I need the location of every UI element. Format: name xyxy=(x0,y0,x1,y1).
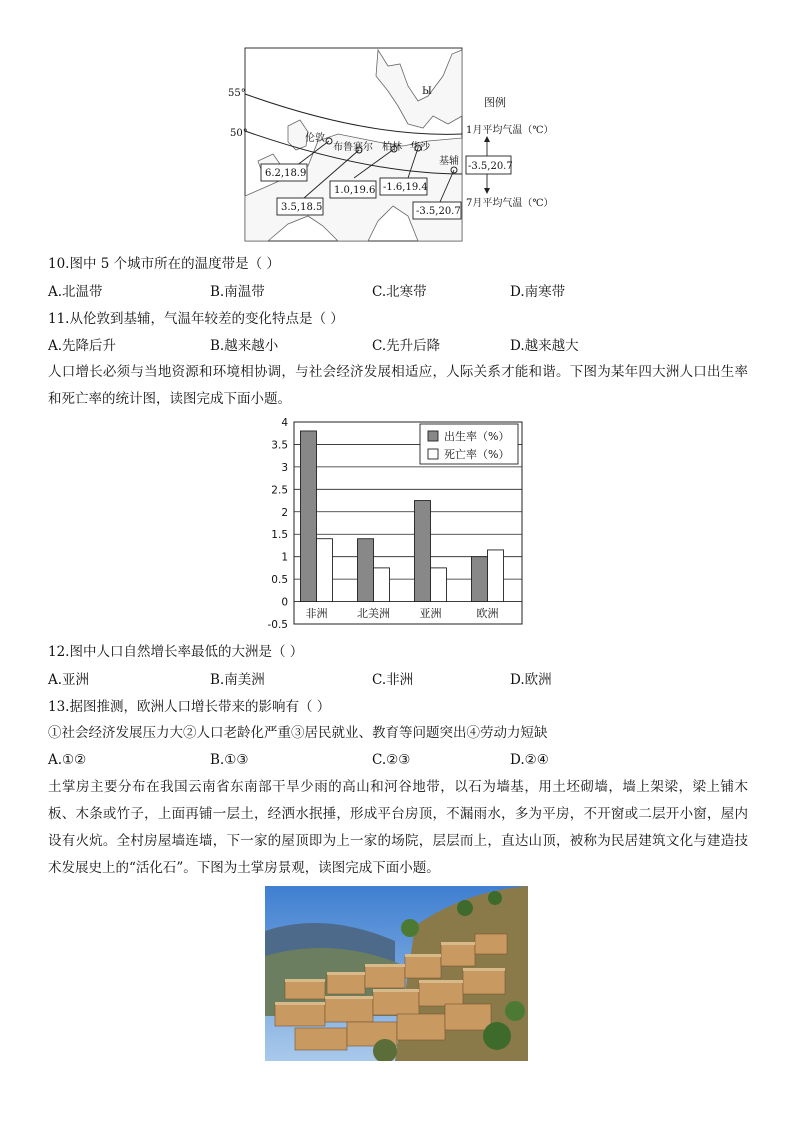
q12-option-b[interactable]: B.南美洲 xyxy=(210,672,265,688)
question-11-stem: 11.从伦敦到基辅，气温年较差的变化特点是（ ） xyxy=(48,311,344,327)
legend-box-text: -3.5,20.7 xyxy=(468,161,513,172)
population-bar-chart xyxy=(268,412,532,630)
y-tick-label: 4 xyxy=(281,417,288,429)
q10-option-b[interactable]: B.南温带 xyxy=(210,284,265,300)
y-tick-label: 0 xyxy=(281,596,288,609)
legend-arrowhead-down xyxy=(484,188,490,194)
bar-birth-rate xyxy=(415,501,431,602)
data-text-warsaw: -1.6,19.4 xyxy=(383,182,428,193)
tuzhangfang-landscape-photo xyxy=(265,886,528,1061)
bar-birth-rate xyxy=(472,557,488,602)
q13-option-b[interactable]: B.①③ xyxy=(210,752,249,768)
data-text-berlin: 1.0,19.6 xyxy=(334,185,376,196)
x-category-label: 非洲 xyxy=(305,606,328,620)
q13-option-d[interactable]: D.②④ xyxy=(510,752,549,768)
bar-birth-rate xyxy=(301,431,317,602)
data-text-london: 6.2,18.9 xyxy=(265,168,307,179)
city-name-kyiv: 基辅 xyxy=(439,156,459,167)
legend-swatch xyxy=(428,449,438,459)
q11-option-c[interactable]: C.先升后降 xyxy=(372,338,441,354)
x-category-label: 亚洲 xyxy=(419,606,442,620)
question-10-stem: 10.图中 5 个城市所在的温度带是（ ） xyxy=(48,256,280,272)
q11-option-b[interactable]: B.越来越小 xyxy=(210,338,279,354)
question-13-statements: ①社会经济发展压力大②人口老龄化严重③居民就业、教育等问题突出④劳动力短缺 xyxy=(48,725,548,741)
legend-label: 出生率（%） xyxy=(444,430,510,443)
q13-option-a[interactable]: A.①② xyxy=(48,752,87,768)
legend-title: 图例 xyxy=(484,96,506,109)
q12-option-c[interactable]: C.非洲 xyxy=(372,672,414,688)
q11-option-a[interactable]: A.先降后升 xyxy=(48,338,117,354)
y-tick-label: 2.5 xyxy=(271,484,288,497)
bar-death-rate xyxy=(317,539,333,602)
bar-death-rate xyxy=(488,550,504,602)
q10-option-a[interactable]: A.北温带 xyxy=(48,284,103,300)
y-tick-label: 0.5 xyxy=(271,574,288,587)
x-category-label: 欧洲 xyxy=(476,606,499,620)
x-category-label: 北美洲 xyxy=(357,606,390,620)
question-13-stem: 13.据图推测，欧洲人口增长带来的影响有（ ） xyxy=(48,699,331,715)
y-tick-label: 3 xyxy=(281,461,288,474)
sea-mark: Ы xyxy=(422,86,432,97)
legend-swatch xyxy=(428,431,438,441)
bar-death-rate xyxy=(374,568,390,602)
q12-option-a[interactable]: A.亚洲 xyxy=(48,672,90,688)
y-tick-label: 1.5 xyxy=(271,529,288,542)
legend-bottom-label: 7月平均气温（℃） xyxy=(466,198,554,209)
y-tick-label: 1 xyxy=(281,551,288,564)
data-text-brussels: 3.5,18.5 xyxy=(281,202,323,213)
city-name-london: 伦敦 xyxy=(305,133,325,144)
legend-top-label: 1月平均气温（℃） xyxy=(466,125,554,136)
q10-option-c[interactable]: C.北寒带 xyxy=(372,284,427,300)
europe-temperature-map xyxy=(228,46,568,246)
y-tick-label: 2 xyxy=(281,506,288,519)
city-name-warsaw: 华沙 xyxy=(410,142,430,153)
data-text-kyiv: -3.5,20.7 xyxy=(416,206,461,217)
q12-option-d[interactable]: D.欧洲 xyxy=(510,672,552,688)
q13-option-c[interactable]: C.②③ xyxy=(372,752,411,768)
bar-birth-rate xyxy=(358,539,374,602)
city-name-brussels: 布鲁塞尔 xyxy=(333,142,373,153)
legend-label: 死亡率（%） xyxy=(444,448,510,461)
population-intro-paragraph: 人口增长必须与当地资源和环境相协调，与社会经济发展相适应，人际关系才能和谐。下图为某年四大洲人口出生率和死亡率的统计图，读图完成下面小题。 xyxy=(48,364,748,407)
q11-option-d[interactable]: D.越来越大 xyxy=(510,338,579,354)
lat-50-label: 50° xyxy=(230,128,248,139)
lat-55-label: 55° xyxy=(228,88,246,99)
y-tick-label: -0.5 xyxy=(268,619,288,630)
y-tick-label: 3.5 xyxy=(271,439,288,452)
legend-arrowhead-up xyxy=(484,136,490,142)
q10-option-d[interactable]: D.南寒带 xyxy=(510,284,566,300)
bar-death-rate xyxy=(431,568,447,602)
question-12-stem: 12.图中人口自然增长率最低的大洲是（ ） xyxy=(48,644,304,660)
city-name-berlin: 柏林 xyxy=(382,142,402,153)
tuzhangfang-intro-paragraph: 土掌房主要分布在我国云南省东南部干旱少雨的高山和河谷地带，以石为墙基，用土坯砌墙，墙上架梁，梁上铺木板、木条或竹子，上面再铺一层土，经洒水抿捶，形成平台房顶，不漏雨水，多为平房，不开窗或二层开小窗，屋内设有火炕。全村房屋墙连墙，下一家的屋顶即为上一家的场院，层层而上，直达山顶，被称为民居建筑文化与建造技术发展史上的“活化石”。下图为土掌房景观，读图完成下面小题。 xyxy=(48,779,748,876)
